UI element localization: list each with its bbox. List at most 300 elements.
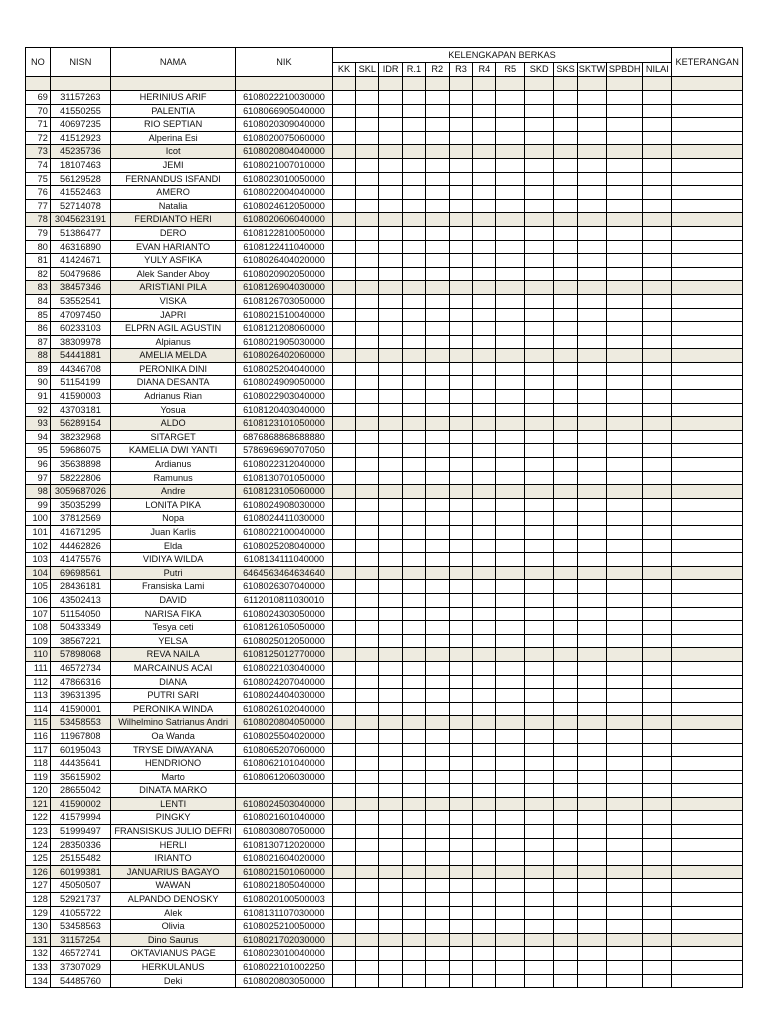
berkas-checkbox-cell	[607, 362, 643, 376]
berkas-checkbox-cell	[607, 213, 643, 227]
cell-nama: Olivia	[110, 920, 235, 934]
berkas-checkbox-cell	[554, 349, 578, 363]
berkas-checkbox-cell	[525, 485, 554, 499]
berkas-checkbox-cell	[578, 267, 607, 281]
berkas-checkbox-cell	[525, 770, 554, 784]
cell-no: 129	[26, 906, 51, 920]
berkas-checkbox-cell	[473, 390, 496, 404]
berkas-checkbox-cell	[356, 430, 379, 444]
berkas-checkbox-cell	[332, 458, 356, 472]
table-row	[26, 390, 743, 404]
cell-no: 82	[26, 267, 51, 281]
data-sheet	[25, 47, 743, 988]
berkas-checkbox-cell	[403, 471, 426, 485]
berkas-checkbox-cell	[607, 240, 643, 254]
berkas-checkbox-cell	[425, 729, 449, 743]
cell-nisn: 51386477	[50, 226, 110, 240]
cell-nama: PERONIKA WINDA	[110, 702, 235, 716]
cell-nisn: 31157263	[50, 91, 110, 105]
cell-nama: EVAN HARIANTO	[110, 240, 235, 254]
berkas-checkbox-cell	[379, 716, 403, 730]
berkas-checkbox-cell	[554, 485, 578, 499]
berkas-checkbox-cell	[449, 770, 473, 784]
table-row	[26, 797, 743, 811]
table-row	[26, 689, 743, 703]
keterangan-cell	[672, 811, 743, 825]
cell-no: 89	[26, 362, 51, 376]
berkas-checkbox-cell	[607, 430, 643, 444]
berkas-checkbox-cell	[496, 104, 525, 118]
table-row	[26, 811, 743, 825]
berkas-checkbox-cell	[449, 974, 473, 988]
berkas-checkbox-cell	[449, 417, 473, 431]
berkas-checkbox-cell	[379, 417, 403, 431]
berkas-checkbox-cell	[525, 661, 554, 675]
berkas-checkbox-cell	[525, 906, 554, 920]
berkas-checkbox-cell	[425, 648, 449, 662]
berkas-checkbox-cell	[607, 485, 643, 499]
cell-nik: 6108022103040000	[236, 661, 332, 675]
berkas-checkbox-cell	[449, 675, 473, 689]
berkas-checkbox-cell	[578, 566, 607, 580]
berkas-checkbox-cell	[332, 920, 356, 934]
berkas-checkbox-cell	[525, 91, 554, 105]
berkas-checkbox-cell	[356, 213, 379, 227]
cell-nisn: 37812569	[50, 512, 110, 526]
berkas-checkbox-cell	[496, 471, 525, 485]
berkas-checkbox-cell	[554, 403, 578, 417]
berkas-checkbox-cell	[578, 444, 607, 458]
berkas-checkbox-cell	[425, 335, 449, 349]
berkas-checkbox-cell	[643, 254, 672, 268]
cell-nik: 6108021501060000	[236, 865, 332, 879]
cell-nisn: 38309978	[50, 335, 110, 349]
berkas-checkbox-cell	[643, 743, 672, 757]
berkas-checkbox-cell	[403, 933, 426, 947]
berkas-checkbox-cell	[578, 607, 607, 621]
berkas-checkbox-cell	[643, 322, 672, 336]
berkas-checkbox-cell	[379, 131, 403, 145]
berkas-checkbox-cell	[379, 526, 403, 540]
cell-nama: DIANA DESANTA	[110, 376, 235, 390]
berkas-checkbox-cell	[449, 648, 473, 662]
berkas-checkbox-cell	[449, 403, 473, 417]
berkas-checkbox-cell	[554, 974, 578, 988]
header-r-1: R.1	[403, 63, 426, 77]
berkas-checkbox-cell	[473, 226, 496, 240]
berkas-checkbox-cell	[332, 689, 356, 703]
berkas-checkbox-cell	[356, 634, 379, 648]
berkas-checkbox-cell	[425, 757, 449, 771]
berkas-checkbox-cell	[496, 254, 525, 268]
cell-nik: 6108020075060000	[236, 131, 332, 145]
keterangan-cell	[672, 240, 743, 254]
berkas-checkbox-cell	[403, 213, 426, 227]
cell-nama: VISKA	[110, 294, 235, 308]
berkas-checkbox-cell	[332, 716, 356, 730]
berkas-checkbox-cell	[379, 349, 403, 363]
cell-nik: 6108122810050000	[236, 226, 332, 240]
berkas-checkbox-cell	[449, 607, 473, 621]
berkas-checkbox-cell	[643, 974, 672, 988]
berkas-checkbox-cell	[449, 335, 473, 349]
cell-nik: 6108122411040000	[236, 240, 332, 254]
cell-nik: 6108023010040000	[236, 947, 332, 961]
berkas-checkbox-cell	[425, 91, 449, 105]
berkas-checkbox-cell	[379, 648, 403, 662]
berkas-checkbox-cell	[379, 281, 403, 295]
berkas-checkbox-cell	[403, 566, 426, 580]
berkas-checkbox-cell	[332, 186, 356, 200]
berkas-checkbox-cell	[554, 186, 578, 200]
cell-nisn: 43703181	[50, 403, 110, 417]
berkas-checkbox-cell	[554, 444, 578, 458]
berkas-checkbox-cell	[449, 308, 473, 322]
berkas-checkbox-cell	[332, 512, 356, 526]
berkas-checkbox-cell	[525, 430, 554, 444]
berkas-checkbox-cell	[554, 458, 578, 472]
berkas-checkbox-cell	[643, 621, 672, 635]
table-row	[26, 539, 743, 553]
berkas-checkbox-cell	[356, 526, 379, 540]
berkas-checkbox-cell	[496, 933, 525, 947]
cell-no: 75	[26, 172, 51, 186]
keterangan-cell	[672, 539, 743, 553]
berkas-checkbox-cell	[379, 267, 403, 281]
berkas-checkbox-cell	[332, 593, 356, 607]
berkas-checkbox-cell	[332, 240, 356, 254]
cell-no: 125	[26, 852, 51, 866]
berkas-checkbox-cell	[525, 920, 554, 934]
berkas-checkbox-cell	[403, 335, 426, 349]
berkas-checkbox-cell	[332, 498, 356, 512]
berkas-checkbox-cell	[473, 349, 496, 363]
cell-nama: DERO	[110, 226, 235, 240]
berkas-checkbox-cell	[379, 838, 403, 852]
berkas-checkbox-cell	[379, 226, 403, 240]
berkas-checkbox-cell	[473, 865, 496, 879]
keterangan-cell	[672, 852, 743, 866]
berkas-checkbox-cell	[578, 390, 607, 404]
berkas-checkbox-cell	[496, 566, 525, 580]
berkas-checkbox-cell	[578, 91, 607, 105]
berkas-checkbox-cell	[578, 689, 607, 703]
cell-nisn: 60199381	[50, 865, 110, 879]
berkas-checkbox-cell	[356, 716, 379, 730]
berkas-checkbox-cell	[449, 240, 473, 254]
berkas-checkbox-cell	[554, 199, 578, 213]
cell-no: 114	[26, 702, 51, 716]
berkas-checkbox-cell	[554, 661, 578, 675]
berkas-checkbox-cell	[496, 702, 525, 716]
cell-nama: ELPRN AGIL AGUSTIN	[110, 322, 235, 336]
table-row	[26, 675, 743, 689]
cell-nama: HENDRIONO	[110, 757, 235, 771]
berkas-checkbox-cell	[496, 634, 525, 648]
berkas-checkbox-cell	[525, 974, 554, 988]
keterangan-cell	[672, 961, 743, 975]
berkas-checkbox-cell	[379, 634, 403, 648]
berkas-checkbox-cell	[496, 485, 525, 499]
cell-nik: 6108025210050000	[236, 920, 332, 934]
berkas-checkbox-cell	[554, 294, 578, 308]
cell-nama: DAVID	[110, 593, 235, 607]
berkas-checkbox-cell	[425, 553, 449, 567]
berkas-checkbox-cell	[425, 526, 449, 540]
berkas-checkbox-cell	[643, 417, 672, 431]
berkas-checkbox-cell	[403, 403, 426, 417]
berkas-checkbox-cell	[379, 689, 403, 703]
berkas-checkbox-cell	[425, 797, 449, 811]
berkas-checkbox-cell	[607, 879, 643, 893]
berkas-checkbox-cell	[332, 267, 356, 281]
berkas-checkbox-cell	[607, 444, 643, 458]
berkas-checkbox-cell	[449, 947, 473, 961]
cell-nama: OKTAVIANUS PAGE	[110, 947, 235, 961]
berkas-checkbox-cell	[578, 797, 607, 811]
berkas-checkbox-cell	[425, 906, 449, 920]
berkas-checkbox-cell	[425, 566, 449, 580]
keterangan-cell	[672, 729, 743, 743]
cell-nik: 6108026404020000	[236, 254, 332, 268]
berkas-checkbox-cell	[578, 471, 607, 485]
berkas-checkbox-cell	[449, 390, 473, 404]
berkas-checkbox-cell	[554, 797, 578, 811]
keterangan-cell	[672, 430, 743, 444]
table-row	[26, 267, 743, 281]
berkas-checkbox-cell	[578, 729, 607, 743]
cell-no: 94	[26, 430, 51, 444]
berkas-checkbox-cell	[554, 893, 578, 907]
keterangan-cell	[672, 362, 743, 376]
berkas-checkbox-cell	[449, 716, 473, 730]
header-skd: SKD	[525, 63, 554, 77]
keterangan-cell	[672, 254, 743, 268]
berkas-checkbox-cell	[643, 852, 672, 866]
berkas-checkbox-cell	[449, 131, 473, 145]
cell-no: 106	[26, 593, 51, 607]
table-row	[26, 716, 743, 730]
berkas-checkbox-cell	[525, 417, 554, 431]
cell-no: 95	[26, 444, 51, 458]
berkas-checkbox-cell	[643, 607, 672, 621]
berkas-checkbox-cell	[554, 240, 578, 254]
berkas-checkbox-cell	[578, 675, 607, 689]
berkas-checkbox-cell	[554, 172, 578, 186]
berkas-checkbox-cell	[332, 158, 356, 172]
berkas-checkbox-cell	[554, 430, 578, 444]
keterangan-cell	[672, 838, 743, 852]
berkas-checkbox-cell	[449, 593, 473, 607]
berkas-checkbox-cell	[473, 294, 496, 308]
berkas-checkbox-cell	[554, 593, 578, 607]
cell-no: 79	[26, 226, 51, 240]
berkas-checkbox-cell	[356, 294, 379, 308]
berkas-checkbox-cell	[379, 444, 403, 458]
table-row	[26, 661, 743, 675]
berkas-checkbox-cell	[525, 145, 554, 159]
berkas-checkbox-cell	[578, 362, 607, 376]
cell-nik: 6108021604020000	[236, 852, 332, 866]
cell-nama: Oa Wanda	[110, 729, 235, 743]
berkas-checkbox-cell	[425, 512, 449, 526]
cell-no: 99	[26, 498, 51, 512]
berkas-checkbox-cell	[607, 417, 643, 431]
berkas-checkbox-cell	[643, 947, 672, 961]
berkas-checkbox-cell	[332, 852, 356, 866]
berkas-checkbox-cell	[425, 362, 449, 376]
berkas-checkbox-cell	[473, 471, 496, 485]
berkas-checkbox-cell	[607, 91, 643, 105]
berkas-checkbox-cell	[525, 539, 554, 553]
berkas-checkbox-cell	[403, 770, 426, 784]
cell-nama: FERNANDUS ISFANDI	[110, 172, 235, 186]
berkas-checkbox-cell	[425, 675, 449, 689]
cell-nisn: 41671295	[50, 526, 110, 540]
cell-nisn: 43502413	[50, 593, 110, 607]
cell-nisn: 38457346	[50, 281, 110, 295]
berkas-checkbox-cell	[379, 104, 403, 118]
berkas-checkbox-cell	[332, 226, 356, 240]
table-row	[26, 906, 743, 920]
berkas-checkbox-cell	[473, 267, 496, 281]
berkas-checkbox-cell	[496, 267, 525, 281]
berkas-checkbox-cell	[473, 811, 496, 825]
cell-nama: DIANA	[110, 675, 235, 689]
berkas-checkbox-cell	[332, 566, 356, 580]
berkas-checkbox-cell	[554, 553, 578, 567]
berkas-checkbox-cell	[607, 498, 643, 512]
keterangan-cell	[672, 661, 743, 675]
berkas-checkbox-cell	[332, 757, 356, 771]
berkas-checkbox-cell	[403, 362, 426, 376]
berkas-checkbox-cell	[403, 811, 426, 825]
cell-nik: 6108126105050000	[236, 621, 332, 635]
berkas-checkbox-cell	[643, 757, 672, 771]
berkas-checkbox-cell	[578, 131, 607, 145]
cell-nama: PALENTIA	[110, 104, 235, 118]
berkas-checkbox-cell	[473, 961, 496, 975]
berkas-checkbox-cell	[473, 716, 496, 730]
berkas-checkbox-cell	[554, 335, 578, 349]
berkas-checkbox-cell	[607, 852, 643, 866]
berkas-checkbox-cell	[332, 145, 356, 159]
cell-nama: YULY ASFIKA	[110, 254, 235, 268]
berkas-checkbox-cell	[473, 254, 496, 268]
berkas-checkbox-cell	[332, 362, 356, 376]
berkas-checkbox-cell	[554, 852, 578, 866]
cell-nisn: 38232968	[50, 430, 110, 444]
berkas-checkbox-cell	[473, 512, 496, 526]
keterangan-cell	[672, 145, 743, 159]
cell-no: 74	[26, 158, 51, 172]
berkas-checkbox-cell	[578, 920, 607, 934]
berkas-checkbox-cell	[554, 362, 578, 376]
berkas-checkbox-cell	[525, 961, 554, 975]
berkas-checkbox-cell	[643, 553, 672, 567]
berkas-checkbox-cell	[496, 226, 525, 240]
berkas-checkbox-cell	[554, 512, 578, 526]
berkas-checkbox-cell	[449, 512, 473, 526]
berkas-checkbox-cell	[379, 458, 403, 472]
berkas-checkbox-cell	[554, 961, 578, 975]
berkas-checkbox-cell	[449, 580, 473, 594]
berkas-checkbox-cell	[643, 485, 672, 499]
berkas-checkbox-cell	[643, 906, 672, 920]
cell-nik: 6108025012050000	[236, 634, 332, 648]
berkas-checkbox-cell	[643, 634, 672, 648]
cell-nisn: 53458563	[50, 920, 110, 934]
berkas-checkbox-cell	[449, 729, 473, 743]
berkas-checkbox-cell	[554, 621, 578, 635]
cell-nisn: 46316890	[50, 240, 110, 254]
berkas-checkbox-cell	[425, 485, 449, 499]
cell-nisn: 41590001	[50, 702, 110, 716]
berkas-checkbox-cell	[525, 308, 554, 322]
berkas-checkbox-cell	[643, 825, 672, 839]
berkas-checkbox-cell	[643, 158, 672, 172]
table-row	[26, 444, 743, 458]
berkas-checkbox-cell	[379, 974, 403, 988]
berkas-checkbox-cell	[473, 362, 496, 376]
berkas-checkbox-cell	[496, 444, 525, 458]
berkas-checkbox-cell	[449, 458, 473, 472]
cell-nama: NARISA FIKA	[110, 607, 235, 621]
berkas-checkbox-cell	[332, 784, 356, 798]
berkas-checkbox-cell	[356, 621, 379, 635]
berkas-checkbox-cell	[496, 526, 525, 540]
berkas-checkbox-cell	[379, 145, 403, 159]
cell-nisn: 52714078	[50, 199, 110, 213]
berkas-checkbox-cell	[473, 770, 496, 784]
table-row	[26, 485, 743, 499]
berkas-checkbox-cell	[607, 118, 643, 132]
berkas-checkbox-cell	[403, 879, 426, 893]
header-skl: SKL	[356, 63, 379, 77]
berkas-checkbox-cell	[356, 675, 379, 689]
berkas-checkbox-cell	[379, 879, 403, 893]
berkas-checkbox-cell	[379, 539, 403, 553]
berkas-checkbox-cell	[449, 933, 473, 947]
table-row	[26, 757, 743, 771]
berkas-checkbox-cell	[554, 145, 578, 159]
berkas-checkbox-cell	[607, 403, 643, 417]
berkas-checkbox-cell	[379, 702, 403, 716]
cell-nama: Yosua	[110, 403, 235, 417]
berkas-checkbox-cell	[379, 485, 403, 499]
berkas-checkbox-cell	[332, 444, 356, 458]
berkas-checkbox-cell	[643, 308, 672, 322]
keterangan-cell	[672, 471, 743, 485]
berkas-checkbox-cell	[332, 974, 356, 988]
berkas-checkbox-cell	[403, 526, 426, 540]
table-row	[26, 621, 743, 635]
cell-nisn: 37307029	[50, 961, 110, 975]
berkas-checkbox-cell	[425, 131, 449, 145]
cell-no: 119	[26, 770, 51, 784]
berkas-checkbox-cell	[643, 702, 672, 716]
berkas-checkbox-cell	[525, 349, 554, 363]
berkas-checkbox-cell	[356, 362, 379, 376]
berkas-checkbox-cell	[403, 226, 426, 240]
berkas-checkbox-cell	[554, 118, 578, 132]
berkas-checkbox-cell	[525, 634, 554, 648]
berkas-checkbox-cell	[332, 539, 356, 553]
berkas-checkbox-cell	[525, 362, 554, 376]
cell-nik: 6108022004040000	[236, 186, 332, 200]
berkas-checkbox-cell	[356, 172, 379, 186]
berkas-checkbox-cell	[473, 485, 496, 499]
